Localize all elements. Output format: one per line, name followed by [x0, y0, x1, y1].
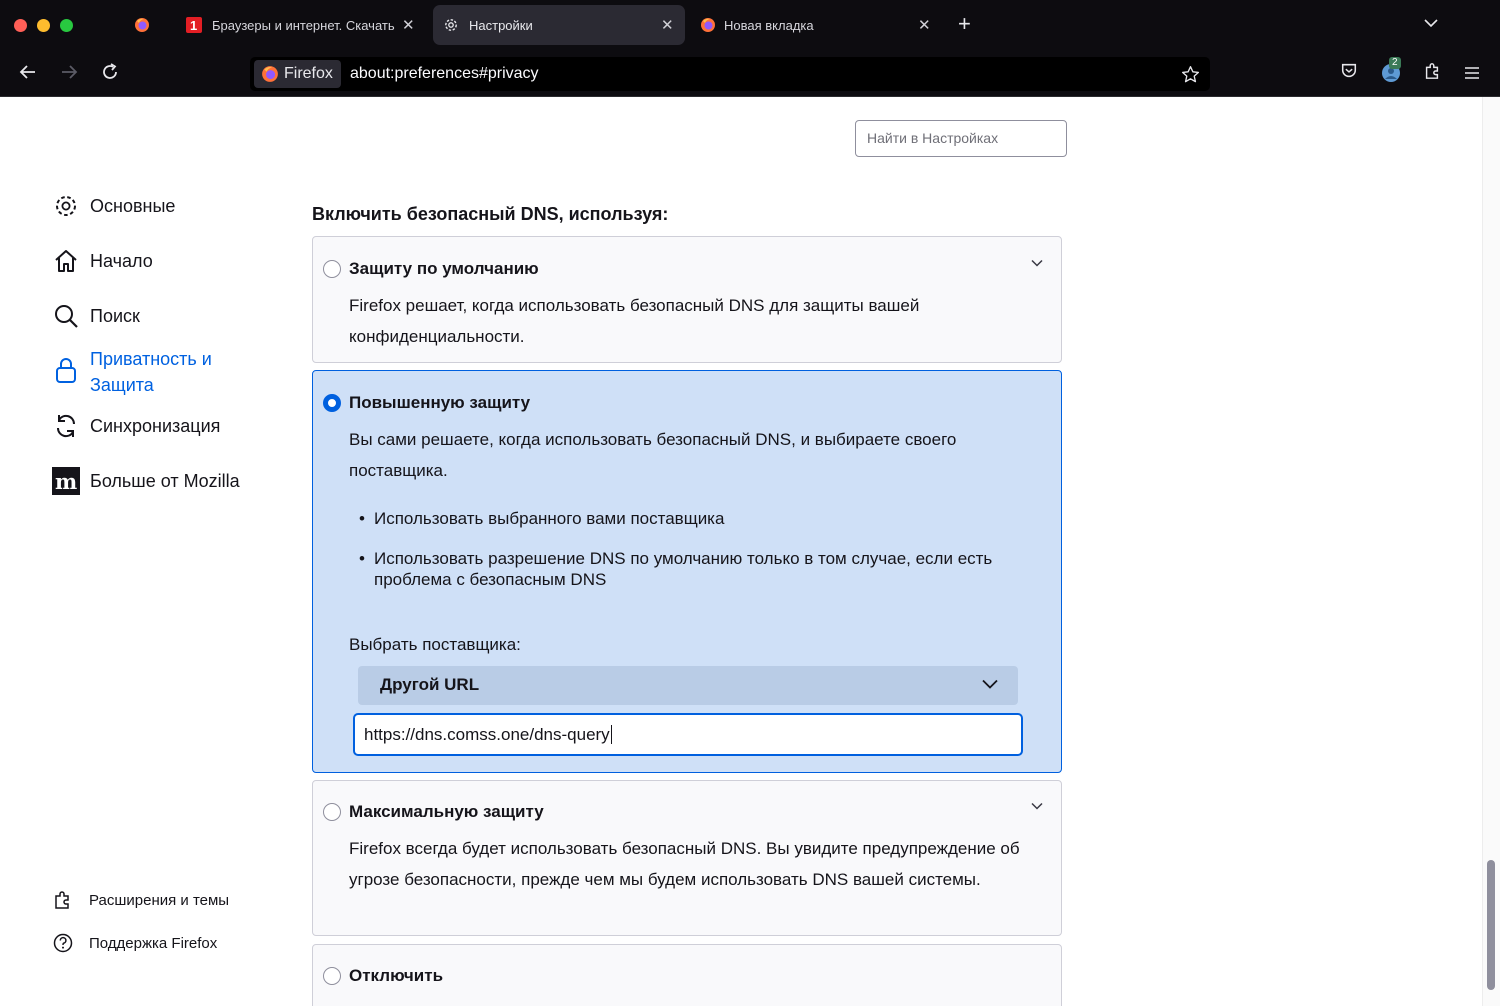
dns-section-heading: Включить безопасный DNS, используя:: [312, 204, 669, 224]
dns-option-off[interactable]: [312, 944, 1062, 1006]
url-text[interactable]: about:preferences#privacy: [350, 65, 539, 82]
bookmark-star-icon[interactable]: [1181, 65, 1200, 84]
scrollbar-thumb[interactable]: [1487, 860, 1495, 990]
gear-icon: [443, 17, 459, 33]
dns-option-max[interactable]: [312, 780, 1062, 936]
sidebar-item-label: Начало: [90, 250, 153, 271]
dns-option-default[interactable]: [312, 236, 1062, 363]
extensions-puzzle-icon: [53, 890, 73, 910]
dns-option-title: Максимальную защиту: [349, 802, 544, 821]
forward-arrow-icon[interactable]: [59, 62, 79, 82]
sidebar-footer-label: Расширения и темы: [89, 891, 230, 909]
hamburger-menu-icon[interactable]: [1464, 66, 1480, 80]
svg-text:m: m: [55, 469, 78, 494]
chevron-down-icon[interactable]: [1031, 259, 1043, 267]
tab-bar: [0, 0, 1500, 50]
svg-text:1: 1: [190, 18, 198, 33]
search-icon: [53, 303, 79, 329]
sync-icon: [53, 413, 79, 439]
radio-default[interactable]: [323, 260, 341, 278]
tab-new-tab[interactable]: [690, 5, 942, 45]
reload-icon[interactable]: [100, 62, 120, 82]
custom-dns-url-value: https://dns.comss.one/dns-query: [364, 725, 610, 744]
chevron-down-icon: [982, 679, 998, 689]
sidebar-item-label: Поиск: [90, 305, 140, 326]
pocket-icon[interactable]: [1340, 62, 1358, 80]
tab-label: Настройки: [469, 18, 533, 33]
sidebar-item-label: Синхронизация: [90, 415, 221, 436]
radio-increased[interactable]: [323, 394, 341, 412]
preferences-page: [0, 97, 1482, 1006]
text-caret: [611, 725, 612, 744]
close-tab-icon[interactable]: ✕: [402, 17, 415, 34]
close-tab-icon[interactable]: ✕: [918, 17, 931, 34]
tab-label: Новая вкладка: [724, 18, 814, 33]
tab-pinned-firefox[interactable]: [124, 5, 166, 45]
gear-icon: [53, 193, 79, 219]
sidebar-item-search[interactable]: [52, 302, 140, 330]
sidebar-item-more-from-mozilla[interactable]: [52, 467, 240, 495]
identity-label: Firefox: [284, 65, 333, 82]
firefox-logo-icon: [700, 17, 716, 33]
dns-option-title: Защиту по умолчанию: [349, 259, 539, 278]
list-all-tabs-icon[interactable]: [1424, 18, 1438, 28]
firefox-logo-icon: [261, 65, 279, 83]
dns-option-title: Отключить: [349, 966, 444, 985]
tab-browsers-and-internet[interactable]: [176, 5, 426, 45]
sidebar-item-sync[interactable]: [52, 412, 220, 440]
sidebar-footer-support[interactable]: [52, 932, 217, 954]
search-settings-input[interactable]: Найти в Настройках: [855, 120, 1067, 157]
provider-label: Выбрать поставщика:: [349, 635, 521, 654]
navigation-toolbar: [0, 50, 1500, 97]
notification-badge: 2: [1389, 57, 1401, 69]
dns-option-description: Вы сами решаете, когда использовать безопасный DNS, и выбираете своего поставщика.: [349, 430, 957, 480]
sidebar-footer-addons[interactable]: [52, 889, 229, 911]
radio-max[interactable]: [323, 803, 341, 821]
minimize-window-button[interactable]: [37, 19, 50, 32]
extensions-puzzle-icon[interactable]: [1423, 62, 1441, 80]
dns-option-description: Firefox решает, когда использовать безопасный DNS для защиты вашей конфиденциальности.: [349, 296, 920, 346]
site-favicon-icon: [186, 17, 202, 33]
sidebar-item-label: Основные: [90, 195, 176, 216]
dns-option-title: Повышенную защиту: [349, 393, 531, 412]
provider-select[interactable]: [358, 666, 1018, 705]
provider-selected-value: Другой URL: [380, 675, 480, 694]
sidebar-item-general[interactable]: [52, 192, 175, 220]
close-window-button[interactable]: [14, 19, 27, 32]
identity-box[interactable]: [254, 60, 341, 88]
scrollbar[interactable]: [1482, 97, 1500, 1006]
sidebar-item-label: Больше от Mozilla: [90, 470, 240, 491]
tab-settings[interactable]: [433, 5, 685, 45]
radio-off[interactable]: [323, 967, 341, 985]
close-tab-icon[interactable]: ✕: [661, 17, 674, 34]
home-icon: [53, 248, 79, 274]
mozilla-logo-icon: [52, 467, 80, 495]
firefox-logo-icon: [134, 17, 150, 33]
url-bar[interactable]: [250, 57, 1210, 91]
sidebar-item-home[interactable]: [52, 247, 153, 275]
new-tab-button[interactable]: +: [958, 11, 971, 36]
account-button[interactable]: [1381, 57, 1401, 83]
zoom-window-button[interactable]: [60, 19, 73, 32]
tab-label: Браузеры и интернет. Скачать: [212, 18, 395, 33]
sidebar-item-label: Приватность и Защита: [90, 349, 212, 395]
help-question-icon: [53, 933, 73, 953]
sidebar-item-privacy[interactable]: [52, 346, 250, 398]
back-arrow-icon[interactable]: [18, 62, 38, 82]
sidebar-footer-label: Поддержка Firefox: [89, 934, 218, 952]
lock-icon: [53, 356, 79, 384]
dns-option-description: Firefox всегда будет использовать безопасный DNS. Вы увидите предупреждение об угрозе безопасности, прежде чем мы будем использовать DNS вашей системы.: [349, 839, 1020, 889]
custom-dns-url-input[interactable]: [353, 713, 1023, 756]
dns-option-increased[interactable]: Повышенную защиту Вы сами решаете, когда использовать безопасный DNS, и выбираете своего поставщика. • Использовать выбранного вами поставщика • Использовать разрешение DNS по умолчанию только в том случае, если есть проблема с безопасным DNS Выбрать поставщика: Другой URL https://dns.comss.one/dns-query: [312, 370, 1062, 773]
chevron-down-icon[interactable]: [1031, 802, 1043, 810]
